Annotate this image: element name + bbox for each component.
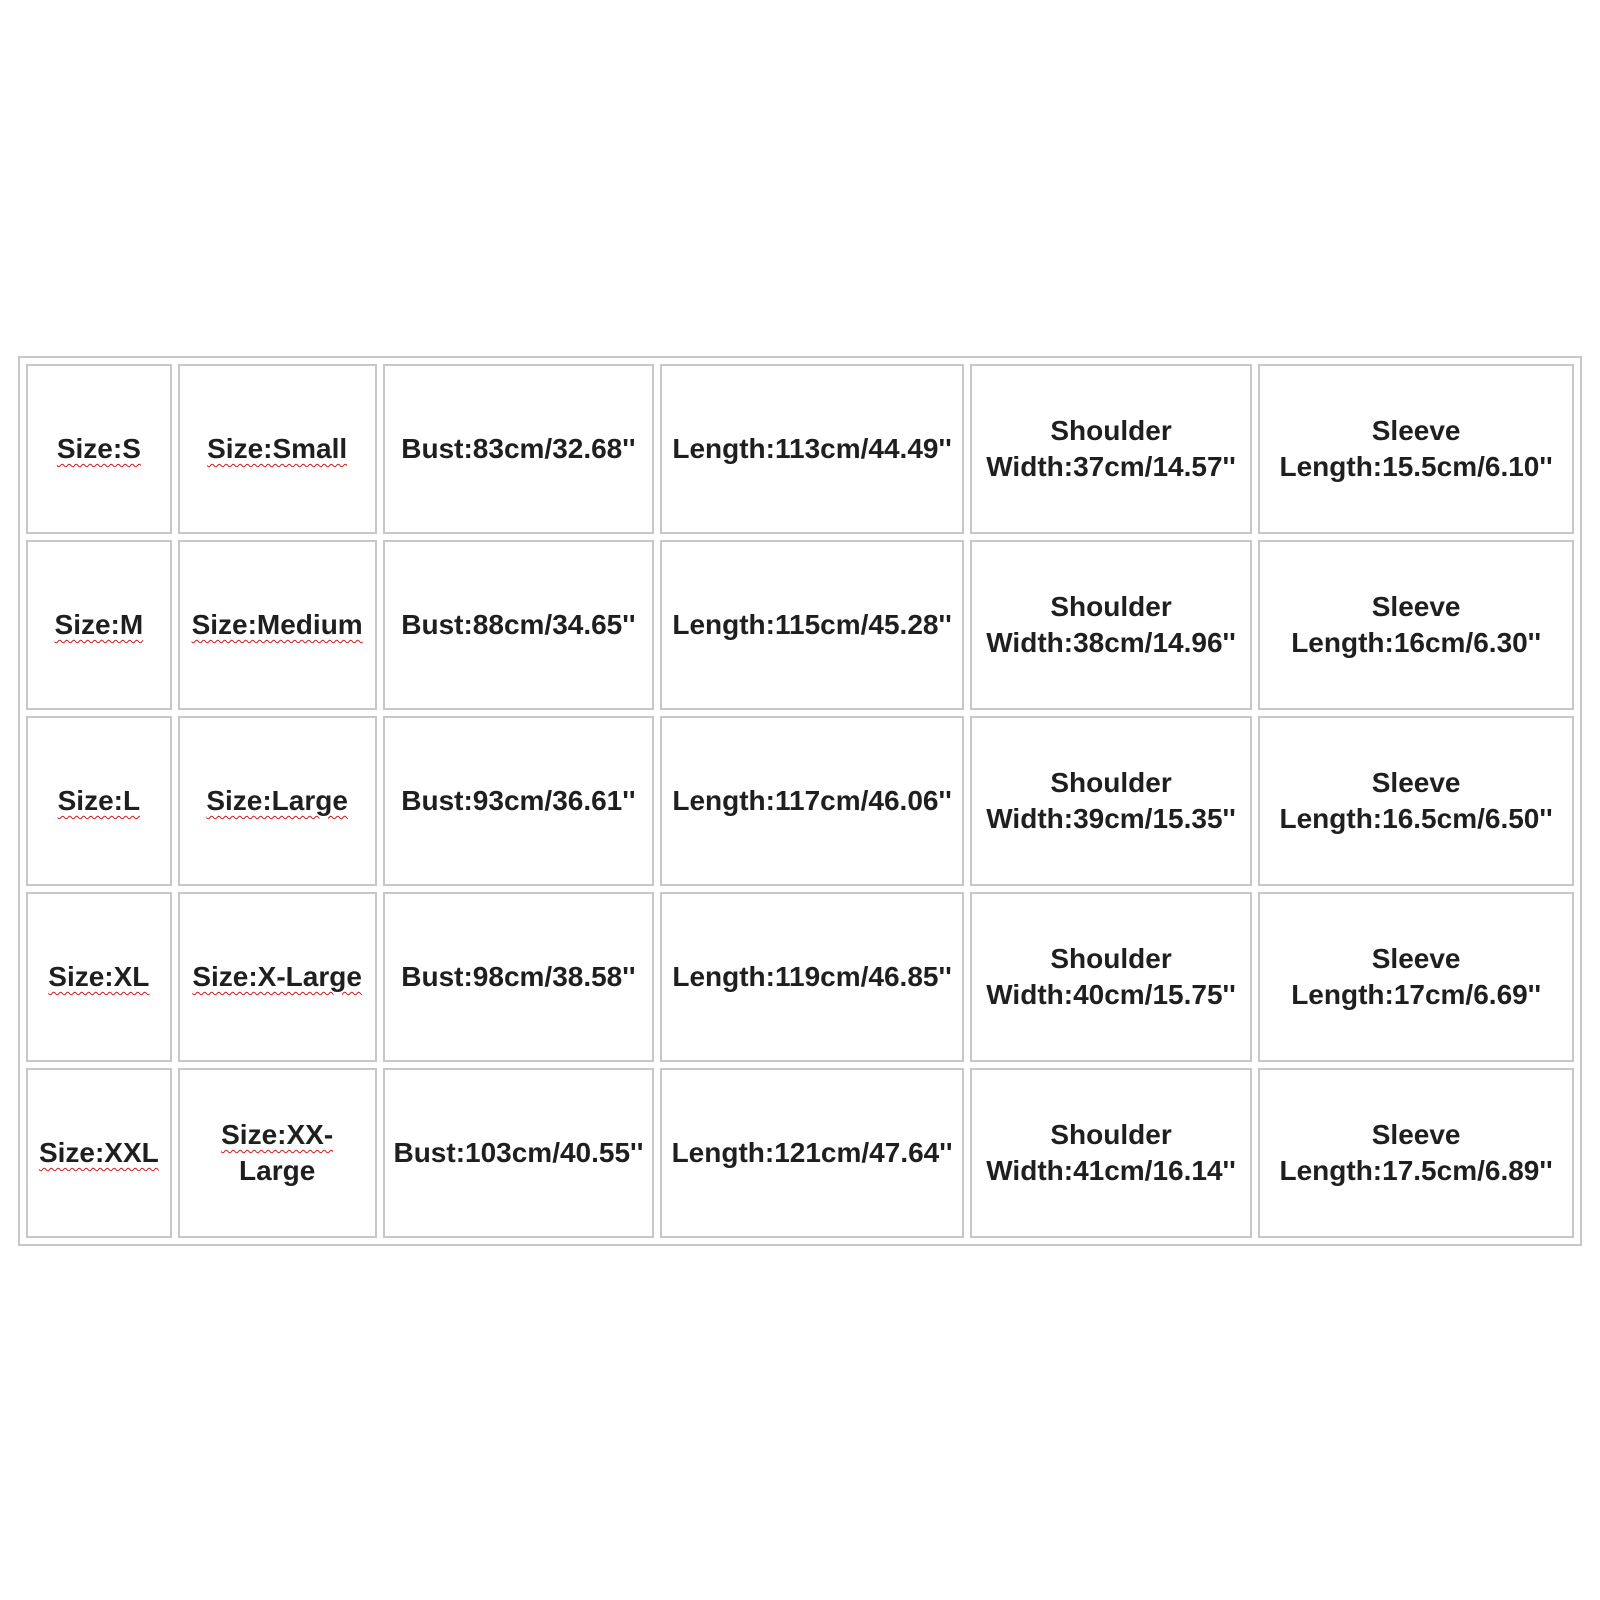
sleeve-cell: Sleeve Length:15.5cm/6.10'' bbox=[1258, 364, 1574, 534]
shoulder-cell: Shoulder Width:40cm/15.75'' bbox=[970, 892, 1252, 1062]
bust-cell: Bust:93cm/36.61'' bbox=[383, 716, 655, 886]
length-cell: Length:117cm/46.06'' bbox=[660, 716, 964, 886]
size-code-cell: Size:L bbox=[26, 716, 172, 886]
table-row bbox=[26, 716, 1574, 886]
size-chart-table bbox=[18, 356, 1582, 1246]
size-name-cell: Size:Small bbox=[178, 364, 377, 534]
bust-cell: Bust:83cm/32.68'' bbox=[383, 364, 655, 534]
size-name-cell: Size:XX- Large bbox=[178, 1068, 377, 1238]
length-cell: Length:121cm/47.64'' bbox=[660, 1068, 964, 1238]
size-code-cell: Size:S bbox=[26, 364, 172, 534]
size-name-cell: Size:Large bbox=[178, 716, 377, 886]
size-name-cell: Size:X-Large bbox=[178, 892, 377, 1062]
shoulder-cell: Shoulder Width:38cm/14.96'' bbox=[970, 540, 1252, 710]
sleeve-cell: Sleeve Length:16.5cm/6.50'' bbox=[1258, 716, 1574, 886]
table-row bbox=[26, 364, 1574, 534]
sleeve-cell: Sleeve Length:16cm/6.30'' bbox=[1258, 540, 1574, 710]
table-row bbox=[26, 892, 1574, 1062]
size-code-cell: Size:XXL bbox=[26, 1068, 172, 1238]
table-row bbox=[26, 1068, 1574, 1238]
size-code-cell: Size:M bbox=[26, 540, 172, 710]
length-cell: Length:119cm/46.85'' bbox=[660, 892, 964, 1062]
sleeve-cell: Sleeve Length:17cm/6.69'' bbox=[1258, 892, 1574, 1062]
shoulder-cell: Shoulder Width:39cm/15.35'' bbox=[970, 716, 1252, 886]
length-cell: Length:115cm/45.28'' bbox=[660, 540, 964, 710]
bust-cell: Bust:88cm/34.65'' bbox=[383, 540, 655, 710]
shoulder-cell: Shoulder Width:37cm/14.57'' bbox=[970, 364, 1252, 534]
length-cell: Length:113cm/44.49'' bbox=[660, 364, 964, 534]
size-code-cell: Size:XL bbox=[26, 892, 172, 1062]
bust-cell: Bust:103cm/40.55'' bbox=[383, 1068, 655, 1238]
size-name-cell: Size:Medium bbox=[178, 540, 377, 710]
shoulder-cell: Shoulder Width:41cm/16.14'' bbox=[970, 1068, 1252, 1238]
bust-cell: Bust:98cm/38.58'' bbox=[383, 892, 655, 1062]
table-row bbox=[26, 540, 1574, 710]
sleeve-cell: Sleeve Length:17.5cm/6.89'' bbox=[1258, 1068, 1574, 1238]
